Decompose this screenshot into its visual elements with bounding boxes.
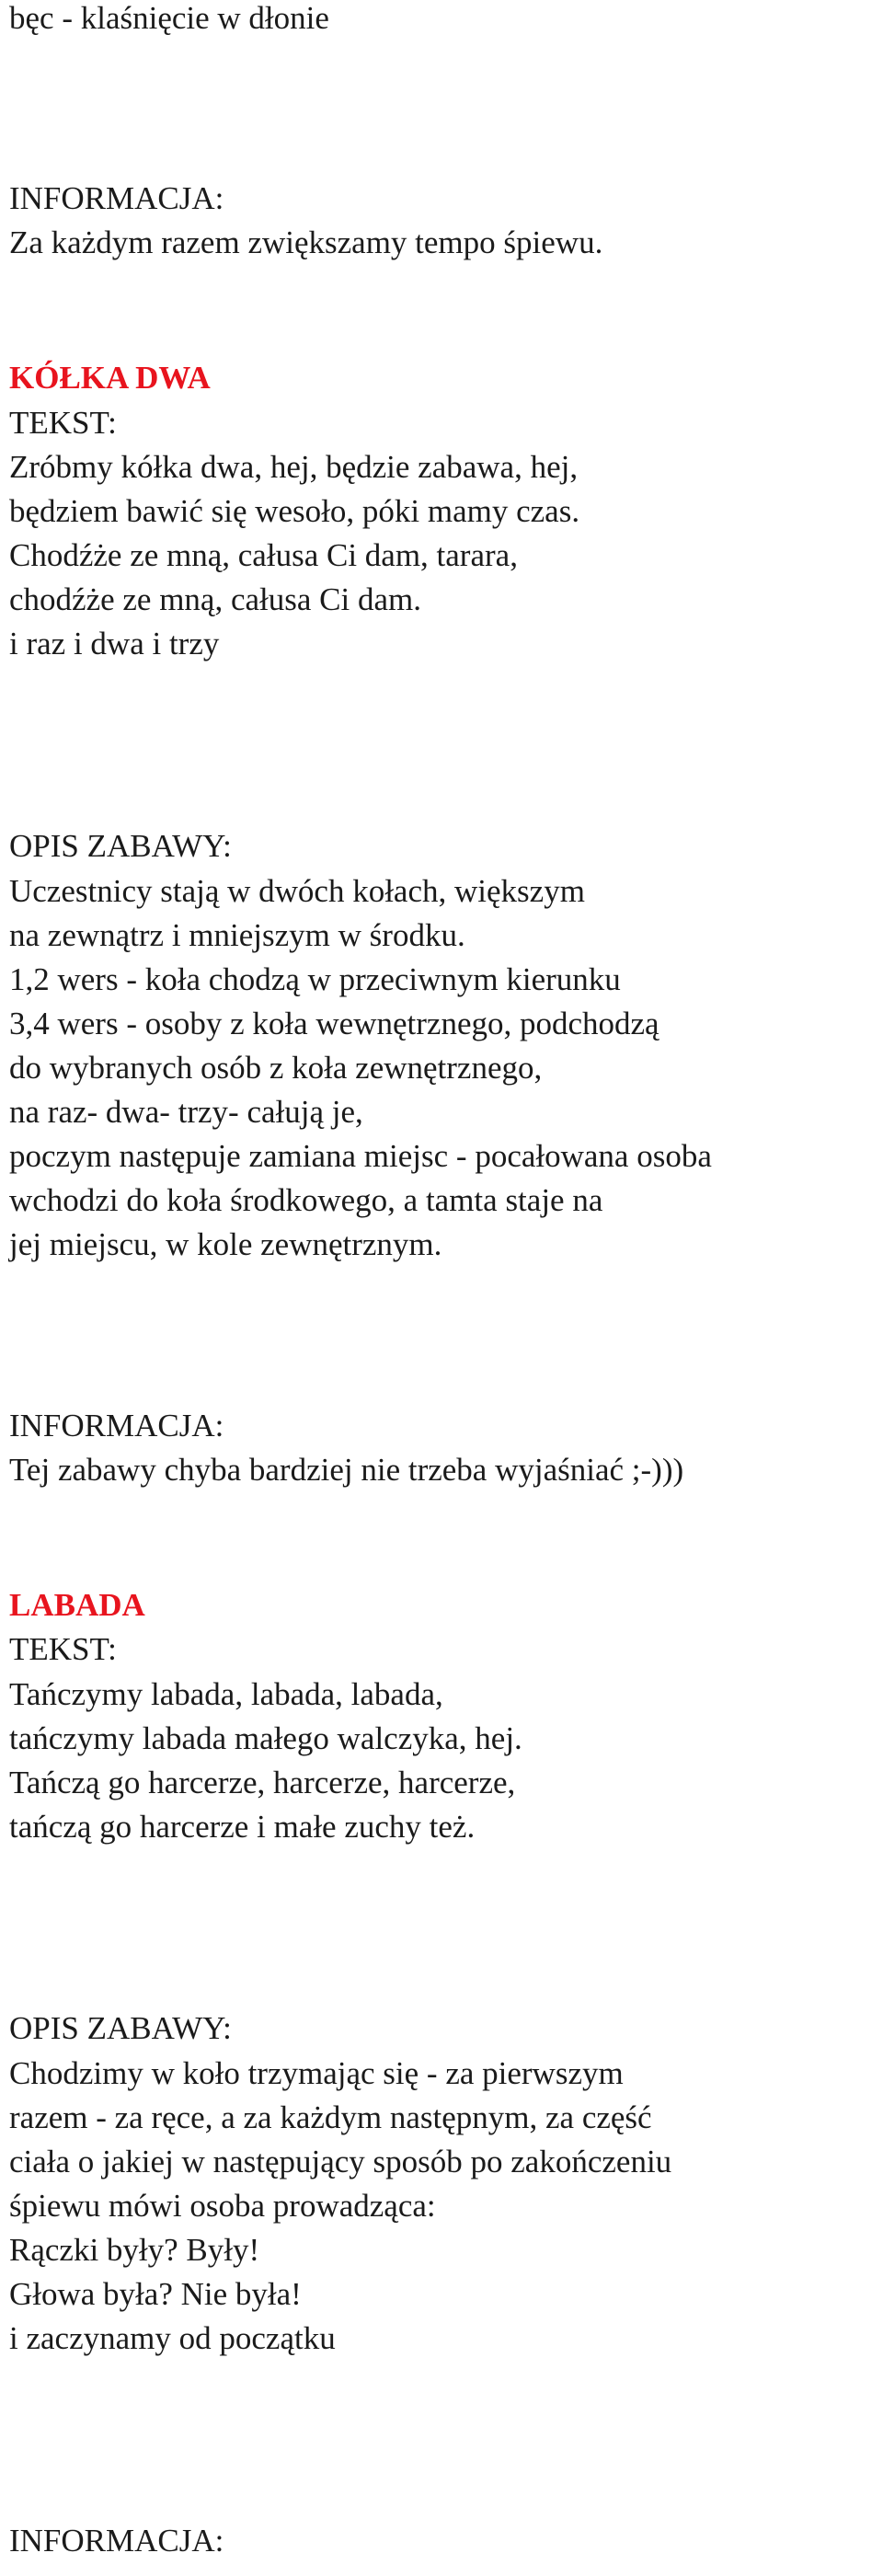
info-label: INFORMACJA: <box>9 180 224 216</box>
lyric-line: i raz i dwa i trzy <box>9 626 220 661</box>
info-text: Tej zabawy chyba bardziej nie trzeba wyjaśniać ;-))) <box>9 1452 684 1488</box>
opis-line: 3,4 wers - osoby z koła wewnętrznego, podchodzą <box>9 1006 659 1041</box>
opis-label: OPIS ZABAWY: <box>9 828 232 864</box>
lyric-line: Zróbmy kółka dwa, hej, będzie zabawa, hej, <box>9 449 579 485</box>
opis-line: Rączki były? Były! <box>9 2232 260 2268</box>
lyric-line: Chodźże ze mną, całusa Ci dam, tarara, <box>9 537 518 573</box>
opis-line: wchodzi do koła środkowego, a tamta staje na <box>9 1182 603 1218</box>
opis-line: jej miejscu, w kole zewnętrznym. <box>9 1226 442 1262</box>
section-title-kolka-dwa: KÓŁKA DWA <box>9 360 211 396</box>
lyric-line: będziem bawić się wesoło, póki mamy czas. <box>9 493 580 529</box>
opis-line: ciała o jakiej w następujący sposób po zakończeniu <box>9 2144 672 2179</box>
opis-line: Głowa była? Nie była! <box>9 2276 302 2312</box>
intro-line: bęc - klaśnięcie w dłonie <box>9 0 329 36</box>
lyric-line: Tańczymy labada, labada, labada, <box>9 1676 443 1712</box>
opis-label: OPIS ZABAWY: <box>9 2010 232 2046</box>
opis-line: na zewnątrz i mniejszym w środku. <box>9 917 465 953</box>
tekst-label: TEKST: <box>9 1631 117 1667</box>
info-label: INFORMACJA: <box>9 1408 224 1443</box>
info-label: INFORMACJA: <box>9 2523 224 2559</box>
opis-line: na raz- dwa- trzy- całują je, <box>9 1094 363 1130</box>
opis-line: Chodzimy w koło trzymając się - za pierwszym <box>9 2055 624 2091</box>
opis-line: do wybranych osób z koła zewnętrznego, <box>9 1050 543 1086</box>
lyric-line: tańczą go harcerze i małe zuchy też. <box>9 1809 476 1845</box>
opis-line: śpiewu mówi osoba prowadząca: <box>9 2188 436 2224</box>
lyric-line: chodźże ze mną, całusa Ci dam. <box>9 581 421 617</box>
opis-line: i zaczynamy od początku <box>9 2320 336 2356</box>
opis-line: poczym następuje zamiana miejsc - pocałowana osoba <box>9 1138 712 1174</box>
opis-line: Uczestnicy stają w dwóch kołach, większym <box>9 873 585 909</box>
opis-line: 1,2 wers - koła chodzą w przeciwnym kierunku <box>9 961 621 997</box>
section-title-labada: LABADA <box>9 1587 145 1623</box>
info-text: Za każdym razem zwiększamy tempo śpiewu. <box>9 224 603 260</box>
lyric-line: Tańczą go harcerze, harcerze, harcerze, <box>9 1765 516 1800</box>
opis-line: razem - za ręce, a za każdym następnym, za część <box>9 2099 652 2135</box>
lyric-line: tańczymy labada małego walczyka, hej. <box>9 1720 522 1756</box>
tekst-label: TEKST: <box>9 405 117 441</box>
